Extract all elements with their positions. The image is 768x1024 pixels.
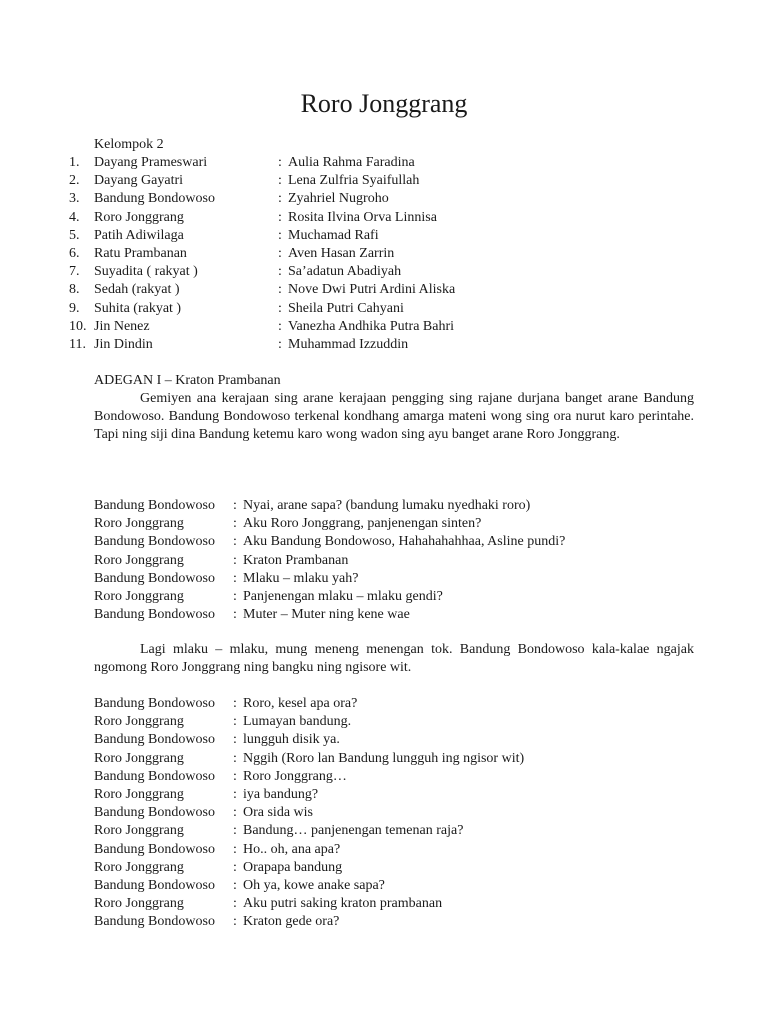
cast-row <box>0 336 768 354</box>
dialogue-row <box>0 859 768 877</box>
separator: : <box>233 607 237 623</box>
cast-role: Roro Jonggrang <box>94 209 184 225</box>
cast-actor: Sheila Putri Cahyani <box>288 300 404 316</box>
speaker-name: Roro Jonggrang <box>94 786 184 802</box>
cast-number: 8. <box>69 282 80 298</box>
dialogue-line: Muter – Muter ning kene wae <box>243 607 410 623</box>
separator: : <box>278 318 282 334</box>
speaker-name: Roro Jonggrang <box>94 750 184 766</box>
dialogue-row <box>0 606 768 624</box>
cast-role: Bandung Bondowoso <box>94 191 215 207</box>
cast-row <box>0 263 768 281</box>
separator: : <box>233 786 237 802</box>
speaker-name: Bandung Bondowoso <box>94 534 215 550</box>
cast-row <box>0 209 768 227</box>
dialogue-row <box>0 822 768 840</box>
cast-number: 1. <box>69 155 80 170</box>
speaker-name: Bandung Bondowoso <box>94 805 215 821</box>
speaker-name: Roro Jonggrang <box>94 823 184 839</box>
speaker-name: Bandung Bondowoso <box>94 607 215 623</box>
separator: : <box>233 516 237 532</box>
separator: : <box>233 805 237 821</box>
dialogue-line: Oh ya, kowe anake sapa? <box>243 877 385 893</box>
dialogue-line: Nyai, arane sapa? (bandung lumaku nyedhaki roro) <box>243 498 531 513</box>
separator: : <box>278 282 282 298</box>
dialogue-line: Roro, kesel apa ora? <box>243 696 358 711</box>
speaker-name: Bandung Bondowoso <box>94 841 215 857</box>
separator: : <box>278 191 282 207</box>
cast-row <box>0 281 768 299</box>
cast-role: Patih Adiwilaga <box>94 227 184 243</box>
dialogue-line: Kraton Prambanan <box>243 552 349 568</box>
dialogue-line: Nggih (Roro lan Bandung lungguh ing ngisor wit) <box>243 750 525 766</box>
dialogue-block <box>0 497 768 624</box>
separator: : <box>278 245 282 261</box>
cast-role: Jin Nenez <box>94 318 150 334</box>
speaker-name: Bandung Bondowoso <box>94 570 215 586</box>
separator: : <box>278 264 282 280</box>
speaker-name: Bandung Bondowoso <box>94 914 215 930</box>
dialogue-row <box>0 497 768 515</box>
speaker-name: Roro Jonggrang <box>94 516 184 532</box>
cast-row <box>0 245 768 263</box>
separator: : <box>278 209 282 225</box>
cast-number: 10. <box>69 318 87 334</box>
dialogue-line: Kraton gede ora? <box>243 914 340 930</box>
cast-actor: Aulia Rahma Faradina <box>288 155 415 170</box>
separator: : <box>278 173 282 189</box>
cast-row <box>0 318 768 336</box>
dialogue-line: Panjenengan mlaku – mlaku gendi? <box>243 588 443 604</box>
dialogue-line: iya bandung? <box>243 786 319 802</box>
separator: : <box>233 498 237 513</box>
dialogue-line: lungguh disik ya. <box>243 732 340 748</box>
dialogue-line: Aku Bandung Bondowoso, Hahahahahhaa, Asline pundi? <box>243 534 566 550</box>
cast-actor: Muchamad Rafi <box>288 227 379 243</box>
cast-role: Sedah (rakyat ) <box>94 282 180 298</box>
dialogue-line: Aku putri saking kraton prambanan <box>243 896 443 912</box>
cast-list <box>0 154 768 354</box>
dialogue-row <box>0 804 768 822</box>
dialogue-row <box>0 750 768 768</box>
dialogue-row <box>0 588 768 606</box>
dialogue-row <box>0 768 768 786</box>
narration-paragraph: Gemiyen ana kerajaan sing arane kerajaan pengging sing rajane durjana banget arane Bandung Bondowoso. Bandung Bondowoso terkenal kondhang amarga mateni wong sing ora nurut karo perintahe. Tapi ning siji dina Bandung ketemu karo wong wadon sing ayu banget arane Roro Jonggrang. <box>94 391 694 443</box>
page-title: Roro Jonggrang <box>300 89 468 118</box>
separator: : <box>278 227 282 243</box>
dialogue-row <box>0 533 768 551</box>
speaker-name: Roro Jonggrang <box>94 552 184 568</box>
cast-actor: Sa’adatun Abadiyah <box>288 264 402 280</box>
speaker-name: Roro Jonggrang <box>94 588 184 604</box>
cast-role: Suhita (rakyat ) <box>94 300 182 316</box>
speaker-name: Roro Jonggrang <box>94 859 184 875</box>
narration-paragraph: Lagi mlaku – mlaku, mung meneng menengan tok. Bandung Bondowoso kala-kalae ngajak ngomong Roro Jonggrang ning bangku ning ngisore wit. <box>94 642 694 676</box>
cast-row <box>0 172 768 190</box>
cast-actor: Aven Hasan Zarrin <box>288 245 395 261</box>
separator: : <box>233 552 237 568</box>
dialogue-line: Ora sida wis <box>243 805 313 821</box>
separator: : <box>233 896 237 912</box>
dialogue-row <box>0 731 768 749</box>
dialogue-line: Roro Jonggrang… <box>243 768 347 784</box>
speaker-name: Bandung Bondowoso <box>94 768 215 784</box>
dialogue-row <box>0 895 768 913</box>
dialogue-line: Mlaku – mlaku yah? <box>243 570 359 586</box>
cast-number: 5. <box>69 227 80 243</box>
dialogue-line: Orapapa bandung <box>243 859 343 875</box>
dialogue-row <box>0 786 768 804</box>
separator: : <box>233 823 237 839</box>
dialogue-line: Ho.. oh, ana apa? <box>243 841 341 857</box>
dialogue-row <box>0 913 768 931</box>
dialogue-row <box>0 552 768 570</box>
dialogue-block <box>0 695 768 931</box>
speaker-name: Roro Jonggrang <box>94 714 184 730</box>
dialogue-line: Bandung… panjenengan temenan raja? <box>243 823 464 839</box>
speaker-name: Bandung Bondowoso <box>94 877 215 893</box>
group-label: Kelompok 2 <box>94 137 164 152</box>
cast-role: Suyadita ( rakyat ) <box>94 264 198 280</box>
cast-number: 11. <box>69 336 86 352</box>
dialogue-row <box>0 877 768 895</box>
cast-role: Dayang Prameswari <box>94 155 208 170</box>
separator: : <box>233 570 237 586</box>
dialogue-line: Aku Roro Jonggrang, panjenengan sinten? <box>243 516 482 532</box>
cast-number: 9. <box>69 300 80 316</box>
separator: : <box>233 914 237 930</box>
separator: : <box>233 696 237 711</box>
speaker-name: Bandung Bondowoso <box>94 696 215 711</box>
separator: : <box>233 534 237 550</box>
cast-actor: Zyahriel Nugroho <box>288 191 389 207</box>
dialogue-row <box>0 841 768 859</box>
separator: : <box>233 841 237 857</box>
scene-heading: ADEGAN I – Kraton Prambanan <box>94 373 281 388</box>
cast-number: 3. <box>69 191 80 207</box>
cast-actor: Rosita Ilvina Orva Linnisa <box>288 209 437 225</box>
speaker-name: Bandung Bondowoso <box>94 732 215 748</box>
dialogue-row <box>0 713 768 731</box>
separator: : <box>233 859 237 875</box>
cast-number: 4. <box>69 209 80 225</box>
cast-role: Dayang Gayatri <box>94 173 184 189</box>
cast-actor: Nove Dwi Putri Ardini Aliska <box>288 282 456 298</box>
cast-number: 2. <box>69 173 80 189</box>
cast-actor: Vanezha Andhika Putra Bahri <box>288 318 455 334</box>
separator: : <box>233 714 237 730</box>
cast-actor: Muhammad Izzuddin <box>288 336 409 352</box>
dialogue-line: Lumayan bandung. <box>243 714 352 730</box>
separator: : <box>233 732 237 748</box>
cast-actor: Lena Zulfria Syaifullah <box>288 173 420 189</box>
separator: : <box>278 336 282 352</box>
separator: : <box>233 877 237 893</box>
separator: : <box>233 768 237 784</box>
dialogue-row <box>0 695 768 713</box>
dialogue-row <box>0 515 768 533</box>
cast-row <box>0 190 768 208</box>
speaker-name: Bandung Bondowoso <box>94 498 215 513</box>
separator: : <box>233 588 237 604</box>
speaker-name: Roro Jonggrang <box>94 896 184 912</box>
cast-number: 6. <box>69 245 80 261</box>
cast-row <box>0 300 768 318</box>
cast-role: Ratu Prambanan <box>94 245 187 261</box>
cast-number: 7. <box>69 264 80 280</box>
cast-row <box>0 227 768 245</box>
separator: : <box>233 750 237 766</box>
separator: : <box>278 300 282 316</box>
cast-row <box>0 154 768 172</box>
dialogue-row <box>0 570 768 588</box>
cast-role: Jin Dindin <box>94 336 153 352</box>
separator: : <box>278 155 282 170</box>
